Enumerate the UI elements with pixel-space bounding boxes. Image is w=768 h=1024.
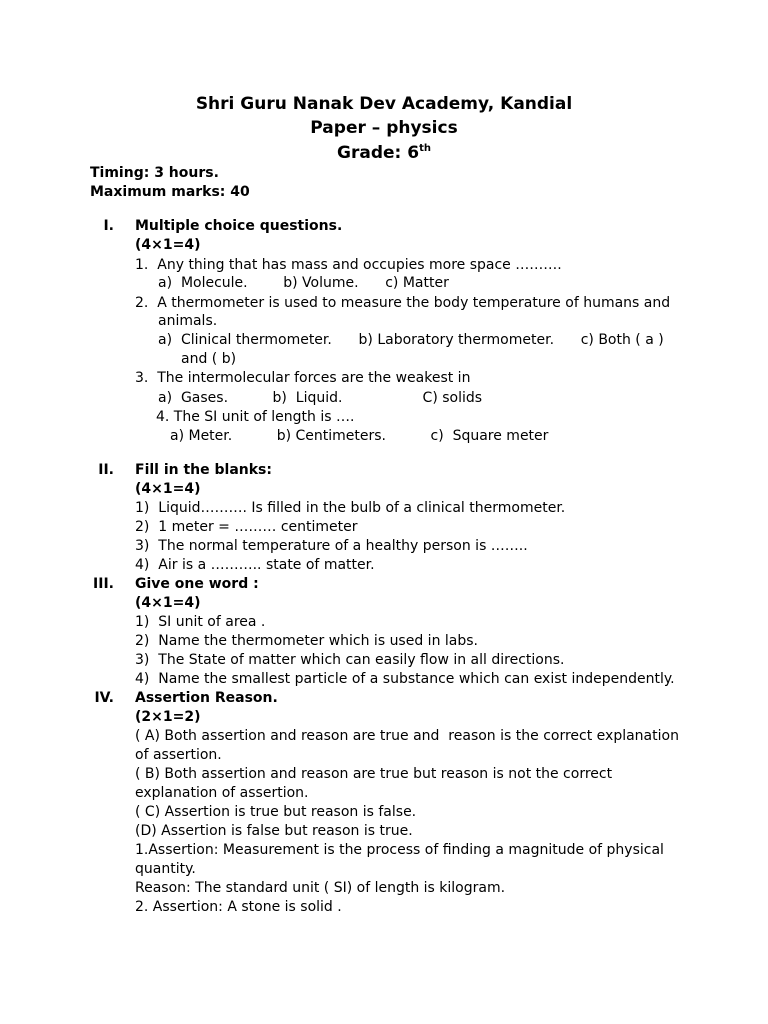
section-numeral: II. <box>98 462 114 478</box>
grade-line <box>0 141 768 165</box>
option-line: and ( b) <box>181 351 237 367</box>
section-marks: (4×1=4) <box>135 595 201 611</box>
question-line: quantity. <box>135 861 196 877</box>
timing: Timing: 3 hours. <box>90 165 219 181</box>
assertion-key-line: of assertion. <box>135 747 222 763</box>
question-line: 2) 1 meter = ……… centimeter <box>135 519 358 535</box>
question-line: Reason: The standard unit ( SI) of length is kilogram. <box>135 880 506 896</box>
question-line: 1.Assertion: Measurement is the process of finding a magnitude of physical <box>135 842 664 858</box>
question-line: 3) The State of matter which can easily flow in all directions. <box>135 652 565 668</box>
grade-superscript: th <box>419 143 431 154</box>
section-numeral: III. <box>93 576 114 592</box>
assertion-key-line: ( C) Assertion is true but reason is false. <box>135 804 417 820</box>
option-line: a) Molecule. b) Volume. c) Matter <box>158 275 449 291</box>
section-title: Fill in the blanks: <box>135 462 272 478</box>
section-numeral: I. <box>103 218 114 234</box>
question-line: 4) Name the smallest particle of a substance which can exist independently. <box>135 671 675 687</box>
section-numeral: IV. <box>94 690 114 706</box>
maximum-marks: Maximum marks: 40 <box>90 184 250 200</box>
option-line: a) Clinical thermometer. b) Laboratory thermometer. c) Both ( a ) <box>158 332 664 348</box>
question-line: 1) Liquid………. Is filled in the bulb of a clinical thermometer. <box>135 500 566 516</box>
question-line: 4) Air is a ……….. state of matter. <box>135 557 375 573</box>
question-line: 2. Assertion: A stone is solid . <box>135 899 342 915</box>
question-line: 3) The normal temperature of a healthy person is …….. <box>135 538 528 554</box>
paper-title: Paper – physics <box>310 118 458 138</box>
section-title: Multiple choice questions. <box>135 218 343 234</box>
question-line: 2. A thermometer is used to measure the body temperature of humans and <box>135 295 671 311</box>
section-title: Give one word : <box>135 576 259 592</box>
section-marks: (2×1=2) <box>135 709 201 725</box>
assertion-key-line: ( B) Both assertion and reason are true but reason is not the correct <box>135 766 613 782</box>
question-line: 3. The intermolecular forces are the weakest in <box>135 370 471 386</box>
question-line: 2) Name the thermometer which is used in labs. <box>135 633 478 649</box>
grade-text: Grade: 6 <box>337 143 420 163</box>
section-marks: (4×1=4) <box>135 237 201 253</box>
school-name: Shri Guru Nanak Dev Academy, Kandial <box>195 94 573 114</box>
question-line: 1. Any thing that has mass and occupies more space ………. <box>135 257 562 273</box>
section-title: Assertion Reason. <box>135 690 278 706</box>
question-line: animals. <box>158 313 218 329</box>
section-marks: (4×1=4) <box>135 481 201 497</box>
question-line: 1) SI unit of area . <box>135 614 266 630</box>
assertion-key-line: (D) Assertion is false but reason is true. <box>135 823 413 839</box>
option-line: a) Gases. b) Liquid. C) solids <box>158 390 483 406</box>
assertion-key-line: explanation of assertion. <box>135 785 309 801</box>
option-line: a) Meter. b) Centimeters. c) Square meter <box>170 428 549 444</box>
assertion-key-line: ( A) Both assertion and reason are true and reason is the correct explanation <box>135 728 679 744</box>
question-line: 4. The SI unit of length is …. <box>156 409 355 425</box>
